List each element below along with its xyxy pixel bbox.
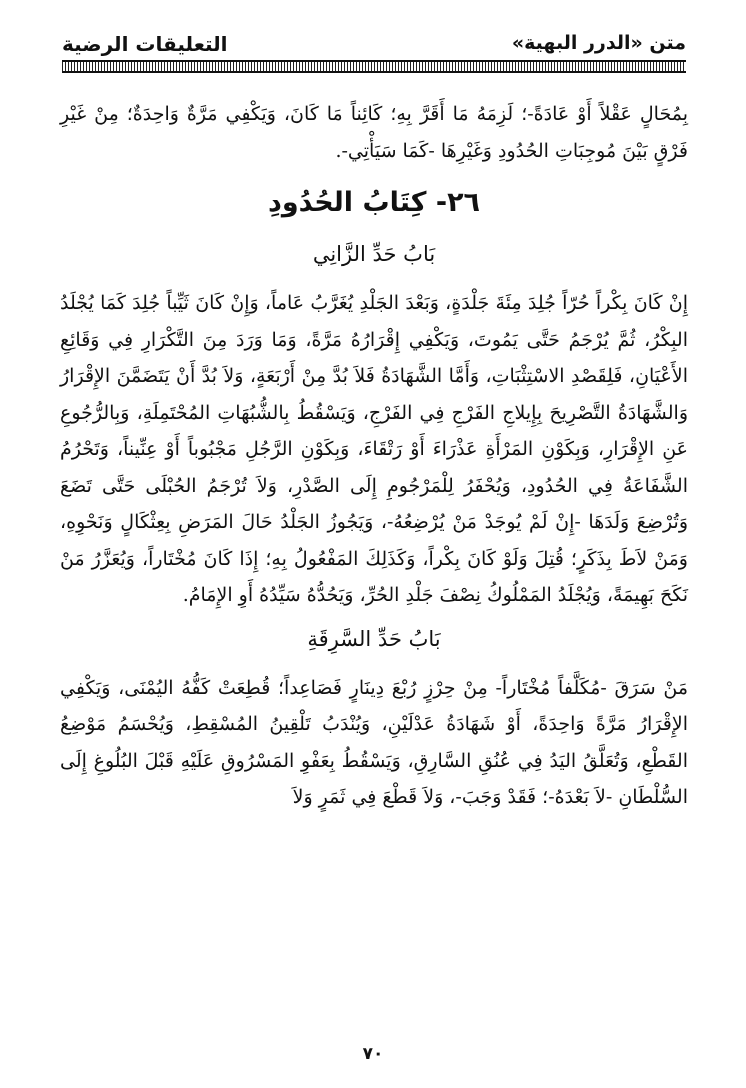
section-title-zani: بَابُ حَدِّ الزَّانِي xyxy=(312,242,436,266)
section-text-zani: إِنْ كَانَ بِكْراً حُرّاً جُلِدَ مِئَةَ جَلْدَةٍ، وَبَعْدَ الجَلْدِ يُغَرَّبُ عَاماً، وَإِنْ كَانَ ثَيِّباً جُلِدَ كَمَا يُجْلَدُ البِكْرُ، ثُمَّ يُرْجَمُ حَتَّى يَمُوتَ، وَيَكْفِي إِقْرَارُهُ مَرَّةً، وَمَا وَرَدَ مِنَ التَّكْرَارِ فِي وَقَائِعِ الأَعْيَانِ، فَلِقَصْدِ الاسْتِثْبَاتِ، وَأَمَّا الشَّهَادَةُ فَلاَ بُدَّ مِنْ أَرْبَعَةٍ، وَلاَ بُدَّ أَنْ يَتَضَمَّنَ الإِقْرَارُ وَالشَّهَادَةُ التَّصْرِيحَ بِإِيلاجِ الفَرْجِ فِي الفَرْجِ، وَيَسْقُطُ بِالشُّبُهَاتِ المُحْتَمِلَةِ، وَبِالرُّجُوعِ عَنِ الإِقْرَارِ، وَبِكَوْنِ المَرْأَةِ عَذْرَاءَ أَوْ رَتْقَاءَ، وَبِكَوْنِ الرَّجُلِ مَجْبُوباً أَوْ عِنِّيناً، وَتَحْرُمُ الشَّفَاعَةُ فِي الحُدُودِ، وَيُحْفَرُ لِلْمَرْجُومِ إِلَى الصَّدْرِ، وَلاَ تُرْجَمُ الحُبْلَى حَتَّى تَضَعَ وَتُرْضِعَ وَلَدَهَا -إِنْ لَمْ يُوجَدْ مَنْ يُرْضِعُهُ-، وَيَجُوزُ الجَلْدُ حَالَ المَرَضِ بِعِثْكَالٍ وَنَحْوِهِ، وَمَنْ لاَطَ بِذَكَرٍ؛ قُتِلَ وَلَوْ كَانَ بِكْراً، وَكَذَلِكَ المَفْعُولُ بِهِ؛ إِذَا كَانَ مُخْتَاراً، وَيُعَزَّرُ مَنْ نَكَحَ بَهِيمَةً، وَيُجْلَدُ المَمْلُوكُ نِصْفَ جَلْدِ الحُرِّ، وَيَحُدُّهُ سَيِّدُهُ أَوِ الإِمَامُ. xyxy=(60,292,688,606)
book-title: متن «الدرر البهية» xyxy=(511,32,686,54)
chapter-title: ٢٦- كِتَابُ الحُدُودِ xyxy=(267,187,481,218)
section-text-sariqa: مَنْ سَرَقَ -مُكَلَّفاً مُخْتَاراً- مِنْ حِرْزٍ رُبْعَ دِينَارٍ فَصَاعِداً؛ قُطِعَتْ كَفُّهُ اليُمْنَى، وَيَكْفِي الإِقْرَارُ مَرَّةً وَاحِدَةً، أَوْ شَهَادَةُ عَدْلَيْنِ، وَيُنْدَبُ تَلْقِينُ المُسْقِطِ، وَيُحْسَمُ مَوْضِعُ القَطْعِ، وَتُعَلَّقُ اليَدُ فِي عُنُقِ السَّارِقِ، وَيَسْقُطُ بِعَفْوِ المَسْرُوقِ عَلَيْهِ قَبْلَ البُلُوغِ إِلَى السُّلْطَانِ -لاَ بَعْدَهُ-؛ فَقَدْ وَجَبَ-، وَلاَ قَطْعَ فِي ثَمَرٍ وَلاَ xyxy=(60,676,688,808)
page-number: ٧٠ xyxy=(362,1044,384,1064)
page-header xyxy=(62,28,686,58)
page-body xyxy=(60,96,688,816)
intro-paragraph: بِمُحَالٍ عَقْلاً أَوْ عَادَةً-؛ لَزِمَهُ مَا أَقَرَّ بِهِ؛ كَائِناً مَا كَانَ، وَيَكْفِي مَرَّةٌ وَاحِدَةٌ؛ مِنْ غَيْرِ فَرْقٍ بَيْنَ مُوجِبَاتِ الحُدُودِ وَغَيْرِهَا -كَمَا سَيَأْتِي-. xyxy=(60,103,688,162)
section-title-sariqa: بَابُ حَدِّ السَّرِقَةِ xyxy=(307,626,441,651)
header-rule xyxy=(62,60,686,73)
running-title: التعليقات الرضية xyxy=(62,32,228,56)
